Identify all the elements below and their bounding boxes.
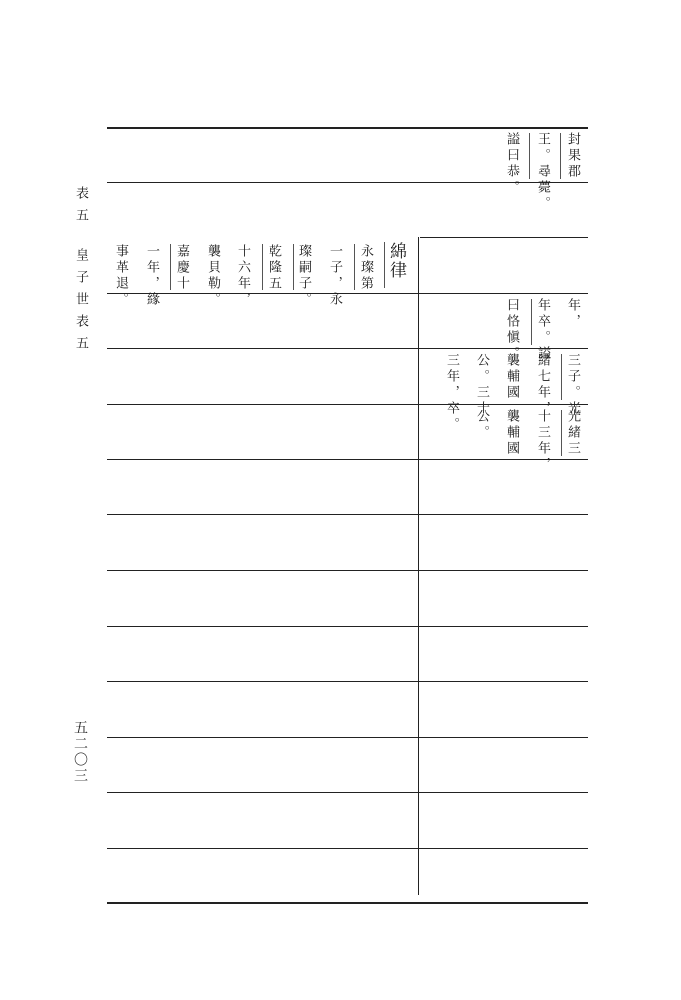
row-rule bbox=[107, 737, 588, 738]
column-mark bbox=[293, 244, 294, 290]
entry-col: 三子。光 bbox=[565, 353, 580, 417]
column-mark bbox=[531, 299, 532, 345]
entry-col: 光緒三 bbox=[565, 409, 580, 457]
row-rule bbox=[107, 792, 588, 793]
entry-col: 襲貝勒。 bbox=[205, 244, 220, 308]
entry-col: 永璨第 bbox=[358, 244, 373, 292]
entry-col: 謚曰恭。 bbox=[504, 132, 519, 196]
row-rule bbox=[420, 237, 588, 238]
column-mark bbox=[561, 354, 562, 400]
entry-col: 王。尋薨。 bbox=[535, 132, 550, 212]
entry-col: 璨嗣子。 bbox=[296, 244, 311, 308]
row-rule bbox=[107, 570, 588, 571]
row-rule bbox=[107, 293, 588, 294]
entry-col: 十六年， bbox=[235, 244, 250, 308]
volume-label: 表五 bbox=[73, 186, 88, 230]
row-rule bbox=[107, 681, 588, 682]
entry-col: 公。 bbox=[474, 409, 489, 441]
row-rule bbox=[107, 404, 588, 405]
entry-col: 封果郡 bbox=[565, 132, 580, 180]
entry-col: 曰恪愼。 bbox=[504, 298, 519, 362]
entry-col: 乾隆五 bbox=[266, 244, 281, 292]
column-divider bbox=[418, 237, 419, 895]
column-mark bbox=[354, 244, 355, 290]
table-bottom-rule bbox=[107, 902, 588, 904]
entry-col: 年， bbox=[565, 298, 580, 330]
entry-col: 襲輔國 bbox=[504, 409, 519, 457]
page-number: 五二〇三 bbox=[72, 720, 88, 784]
column-mark bbox=[561, 410, 562, 456]
entry-col: 年卒。謚 bbox=[535, 298, 550, 362]
row-rule bbox=[107, 848, 588, 849]
person-name: 綿律 bbox=[386, 242, 406, 280]
row-rule bbox=[107, 514, 588, 515]
entry-col: 事革退。 bbox=[113, 244, 128, 308]
entry-col: 一年，緣 bbox=[144, 244, 159, 308]
column-mark bbox=[170, 244, 171, 290]
entry-col: 緒七年， bbox=[535, 353, 550, 417]
entry-col: 公。三十 bbox=[474, 353, 489, 417]
row-rule bbox=[107, 626, 588, 627]
column-mark bbox=[560, 133, 561, 179]
entry-col: 三年，卒。 bbox=[444, 353, 459, 433]
section-label: 皇子世表五 bbox=[73, 248, 88, 358]
column-mark bbox=[262, 244, 263, 290]
row-rule bbox=[107, 459, 588, 460]
entry-col: 襲輔國 bbox=[504, 353, 519, 401]
table-top-rule bbox=[107, 127, 588, 129]
entry-col: 嘉慶十 bbox=[174, 244, 189, 292]
column-mark bbox=[529, 133, 530, 179]
entry-col: 一子，永 bbox=[327, 244, 342, 308]
entry-col: 十三年， bbox=[535, 409, 550, 473]
column-mark bbox=[384, 242, 385, 288]
